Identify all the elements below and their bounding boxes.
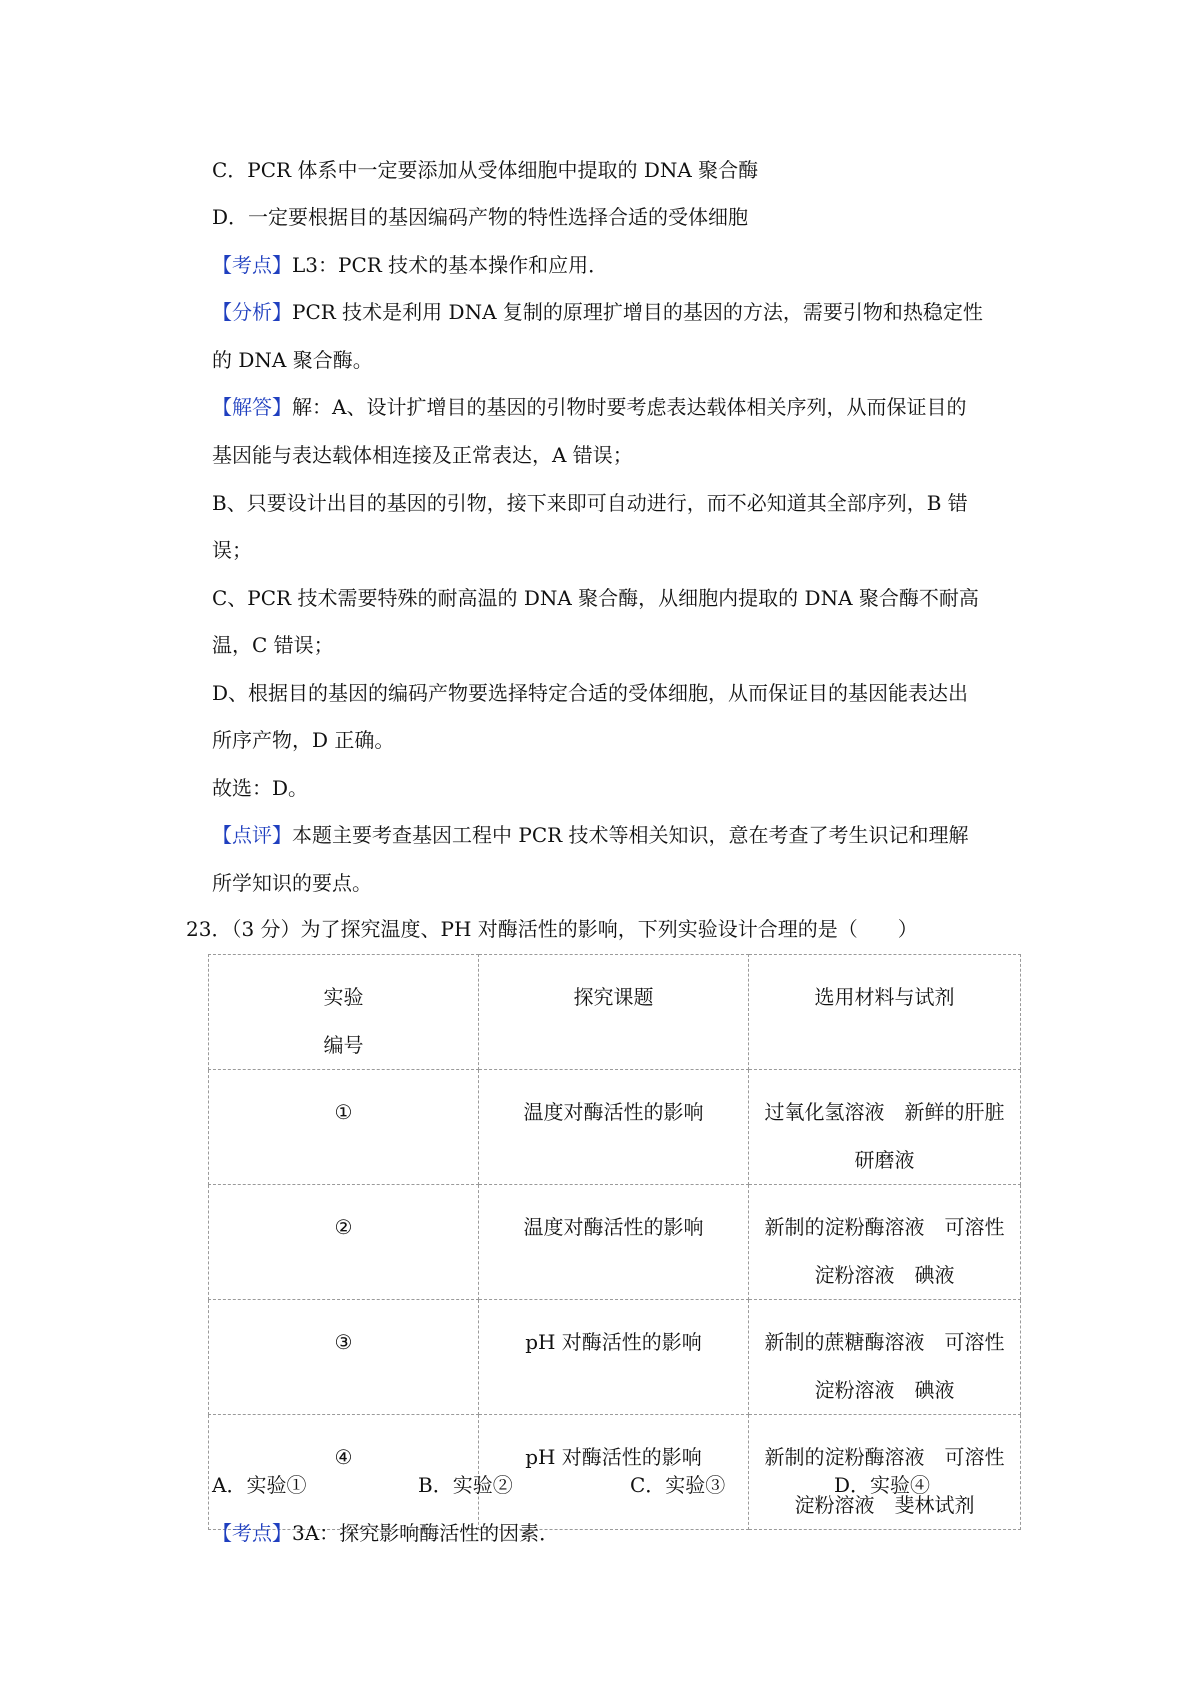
table-header-row	[209, 955, 1021, 1070]
jieda-continuation: 基因能与表达载体相连接及正常表达，A 错误；	[212, 443, 633, 467]
row-number: ③	[209, 1300, 479, 1415]
fenxi-continuation: 的 DNA 聚合酶。	[212, 348, 373, 372]
kaodian-tag-2: 【考点】	[212, 1521, 292, 1545]
row-materials: 新制的淀粉酶溶液 可溶性淀粉溶液 斐林试剂	[749, 1415, 1021, 1530]
answer-c-line-2: 温，C 错误；	[212, 633, 334, 657]
option-d[interactable]: D．实验④	[834, 1473, 931, 1497]
table-row	[209, 1070, 1021, 1185]
header-materials: 选用材料与试剂	[749, 955, 1021, 1070]
question-23: 23．（3 分）为了探究温度、PH 对酶活性的影响，下列实验设计合理的是（ ）	[186, 917, 918, 941]
row-topic: pH 对酶活性的影响	[479, 1300, 749, 1415]
row-topic: 温度对酶活性的影响	[479, 1070, 749, 1185]
row-materials: 新制的淀粉酶溶液 可溶性淀粉溶液 碘液	[749, 1185, 1021, 1300]
dianping-text: 本题主要考查基因工程中 PCR 技术等相关知识，意在考查了考生识记和理解	[292, 823, 969, 847]
jieda-tag: 【解答】	[212, 395, 292, 419]
row-materials: 过氧化氢溶液 新鲜的肝脏研磨液	[749, 1070, 1021, 1185]
header-experiment-number-line1: 实验	[323, 985, 364, 1009]
header-experiment-number	[209, 955, 479, 1070]
dianping-line	[212, 821, 1032, 849]
table-row	[209, 1185, 1021, 1300]
answer-b-line-1: B、只要设计出目的基因的引物，接下来即可自动进行，而不必知道其全部序列，B 错	[212, 491, 968, 515]
row-topic: pH 对酶活性的影响	[479, 1415, 749, 1530]
jieda-text: 解：A、设计扩增目的基因的引物时要考虑表达载体相关序列，从而保证目的	[292, 395, 967, 419]
option-a[interactable]: A．实验①	[212, 1473, 307, 1497]
dianping-continuation: 所学知识的要点。	[212, 871, 372, 895]
option-c[interactable]: C．实验③	[630, 1473, 726, 1497]
fenxi-line	[212, 298, 1032, 326]
kaodian-tag: 【考点】	[212, 253, 292, 277]
kaodian-text: L3：PCR 技术的基本操作和应用．	[292, 253, 609, 277]
option-b[interactable]: B．实验②	[418, 1473, 513, 1497]
experiment-table	[208, 954, 1021, 1530]
option-c-line: C．PCR 体系中一定要添加从受体细胞中提取的 DNA 聚合酶	[212, 158, 759, 182]
answer-c-line-1: C、PCR 技术需要特殊的耐高温的 DNA 聚合酶，从细胞内提取的 DNA 聚合酶不耐高	[212, 586, 979, 610]
answer-b-line-2: 误；	[212, 538, 252, 562]
dianping-tag: 【点评】	[212, 823, 292, 847]
kaodian-line-2	[212, 1519, 1032, 1547]
header-topic: 探究课题	[479, 955, 749, 1070]
table-row	[209, 1300, 1021, 1415]
answer-d-line-1: D、根据目的基因的编码产物要选择特定合适的受体细胞，从而保证目的基因能表达出	[212, 681, 969, 705]
kaodian-text-2: 3A：探究影响酶活性的因素．	[292, 1521, 560, 1545]
fenxi-text: PCR 技术是利用 DNA 复制的原理扩增目的基因的方法，需要引物和热稳定性	[292, 300, 983, 324]
jieda-line	[212, 393, 1032, 421]
kaodian-line-1	[212, 251, 1032, 279]
option-d-line: D．一定要根据目的基因编码产物的特性选择合适的受体细胞	[212, 205, 749, 229]
row-topic: 温度对酶活性的影响	[479, 1185, 749, 1300]
row-number: ④	[209, 1415, 479, 1530]
row-number: ②	[209, 1185, 479, 1300]
guxuan-line: 故选：D。	[212, 776, 309, 800]
row-number: ①	[209, 1070, 479, 1185]
answer-options	[212, 1471, 1032, 1499]
row-materials: 新制的蔗糖酶溶液 可溶性淀粉溶液 碘液	[749, 1300, 1021, 1415]
answer-d-line-2: 所序产物，D 正确。	[212, 728, 395, 752]
fenxi-tag: 【分析】	[212, 300, 292, 324]
header-experiment-number-line2: 编号	[323, 1033, 364, 1057]
